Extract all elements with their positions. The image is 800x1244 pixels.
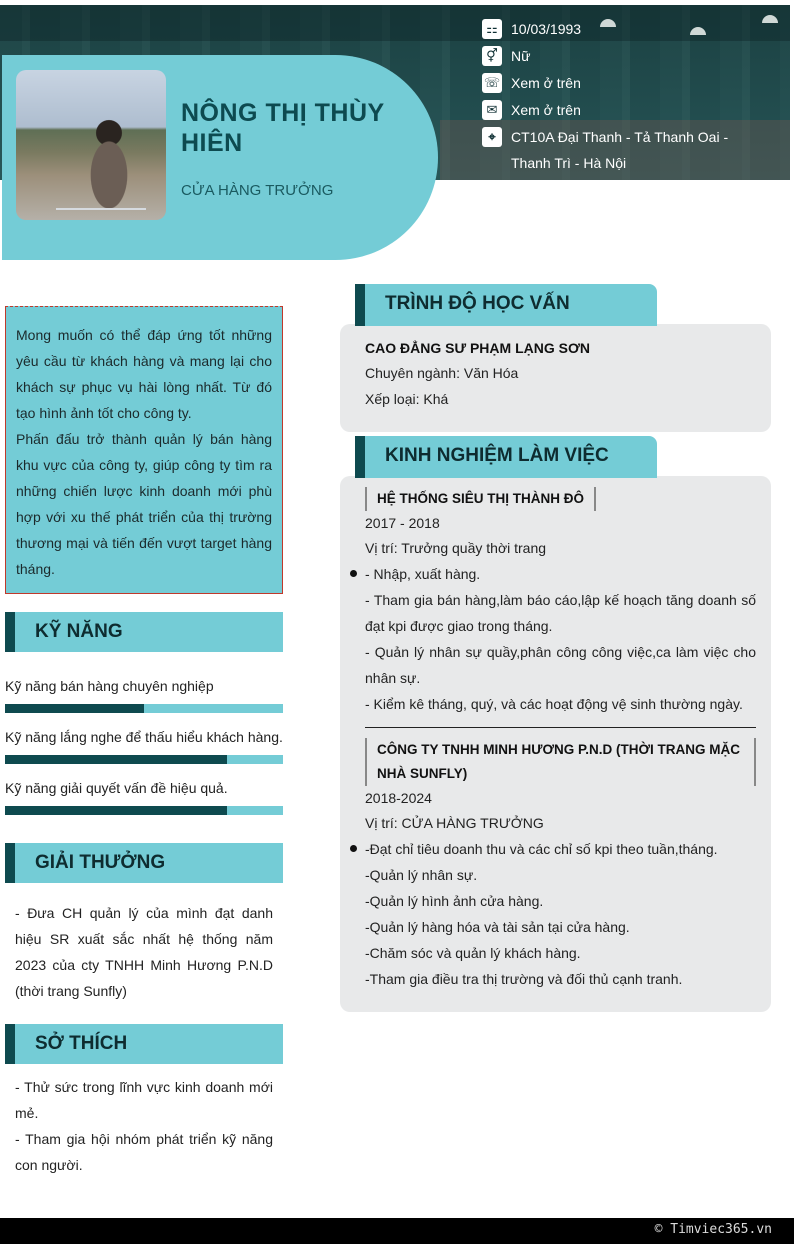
skill-bar-fill (5, 755, 227, 764)
job-duty: -Quản lý nhân sự. (365, 867, 478, 883)
skill-bar-fill (5, 806, 227, 815)
job-period: 2017 - 2018 (365, 515, 440, 531)
contact-address (482, 127, 752, 176)
location-icon: ⌖ (482, 127, 502, 147)
school-name: CAO ĐẲNG SƯ PHẠM LẠNG SƠN (365, 340, 591, 356)
career-objective (5, 306, 283, 594)
skill-bar (5, 704, 283, 713)
skill-label: Kỹ năng bán hàng chuyên nghiệp (5, 678, 214, 694)
objective-paragraph: Phấn đấu trở thành quản lý bán hàng khu vực của công ty, giúp công ty tìm ra những chiến lược kinh doanh mới phù hợp với xu thế phát triển của thị trường thương mại và tiến đến vượt target hàng tháng. (16, 431, 272, 577)
objective-paragraph: Mong muốn có thể đáp ứng tốt những yêu cầu từ khách hàng và mang lại cho khách sự phục vụ hài lòng nhất. Từ đó tạo hình ảnh tốt cho công ty. (16, 327, 272, 421)
contact-birthday (482, 19, 752, 42)
job-duty: - Kiểm kê tháng, quý, và các hoạt động vệ sinh thường ngày. (365, 696, 743, 712)
skill-item (5, 727, 283, 747)
job-duty: - Tham gia bán hàng,làm báo cáo,lập kế hoạch tăng doanh số đạt kpi được giao trong tháng. (365, 592, 756, 634)
section-title: SỞ THÍCH (35, 1033, 128, 1054)
bullet-icon (350, 570, 357, 577)
job-duty: -Chăm sóc và quản lý khách hàng. (365, 945, 581, 961)
job-period: 2018-2024 (365, 790, 432, 806)
skill-label: Kỹ năng giải quyết vấn đề hiệu quả. (5, 780, 228, 796)
section-header-hobbies (5, 1024, 283, 1064)
job-duty: -Đạt chỉ tiêu doanh thu và các chỉ số kpi theo tuần,tháng. (365, 841, 718, 857)
skill-bar-fill (5, 704, 144, 713)
job-duty: -Quản lý hàng hóa và tài sản tại cửa hàng. (365, 919, 630, 935)
job-role: Vị trí: Trưởng quầy thời trang (365, 540, 547, 556)
phone-text: Xem ở trên (511, 75, 581, 91)
job-title: CỬA HÀNG TRƯỞNG (181, 182, 334, 199)
phone-icon: ☏ (482, 73, 502, 93)
section-title: GIẢI THƯỞNG (35, 852, 166, 873)
section-header-skills (5, 612, 283, 652)
avatar (16, 70, 166, 220)
email-icon: ✉ (482, 100, 502, 120)
section-header-awards (5, 843, 283, 883)
major-text: Chuyên ngành: Văn Hóa (365, 365, 519, 381)
copyright-text[interactable]: © Timviec365.vn (654, 1222, 772, 1237)
hobby-item: - Tham gia hội nhóm phát triển kỹ năng con người. (15, 1131, 273, 1173)
bullet-icon (350, 845, 357, 852)
section-title: KỸ NĂNG (35, 621, 123, 642)
job-duty: -Tham gia điều tra thị trường và đối thủ cạnh tranh. (365, 971, 683, 987)
hobby-item: - Thử sức trong lĩnh vực kinh doanh mới mẻ. (15, 1079, 273, 1121)
job-divider (365, 727, 756, 728)
job-duty: -Quản lý hình ảnh cửa hàng. (365, 893, 544, 909)
skill-bar (5, 755, 283, 764)
skill-item (5, 676, 283, 696)
address-text: CT10A Đại Thanh - Tả Thanh Oai - Thanh Trì - Hà Nội (511, 129, 729, 171)
job-duty: - Quản lý nhân sự quầy,phân công công việc,ca làm việc cho nhân sự. (365, 644, 756, 686)
birthday-text: 10/03/1993 (511, 21, 582, 37)
birthday-cake-icon: ⚏ (482, 19, 502, 39)
section-header-experience (355, 436, 657, 478)
job-duty: - Nhập, xuất hàng. (365, 566, 481, 582)
contact-email (482, 100, 752, 123)
awards-text: - Đưa CH quản lý của mình đạt danh hiệu SR xuất sắc nhất hệ thống năm 2023 của cty TNHH Minh Hương P.N.D (thời trang Sunfly) (15, 905, 273, 999)
section-title: TRÌNH ĐỘ HỌC VẤN (385, 293, 570, 314)
skill-item (5, 778, 283, 798)
skill-bar (5, 806, 283, 815)
section-title: KINH NGHIỆM LÀM VIỆC (385, 445, 609, 466)
job-role: Vị trí: CỬA HÀNG TRƯỞNG (365, 815, 544, 831)
contact-phone (482, 73, 752, 96)
section-header-education (355, 284, 657, 326)
grade-text: Xếp loại: Khá (365, 391, 449, 407)
skill-label: Kỹ năng lắng nghe để thấu hiểu khách hàng. (5, 729, 283, 745)
company-name: HỆ THỐNG SIÊU THỊ THÀNH ĐÔ (365, 487, 596, 511)
company-name: CÔNG TY TNHH MINH HƯƠNG P.N.D (THỜI TRANG MẶC NHÀ SUNFLY) (365, 738, 756, 786)
footer-bar (0, 1218, 794, 1244)
full-name: NÔNG THỊ THÙY HIÊN (181, 99, 385, 157)
contact-gender (482, 46, 752, 69)
contact-info (482, 19, 752, 180)
gender-text: Nữ (511, 48, 531, 64)
email-text: Xem ở trên (511, 102, 581, 118)
gender-icon: ⚥ (482, 46, 502, 66)
